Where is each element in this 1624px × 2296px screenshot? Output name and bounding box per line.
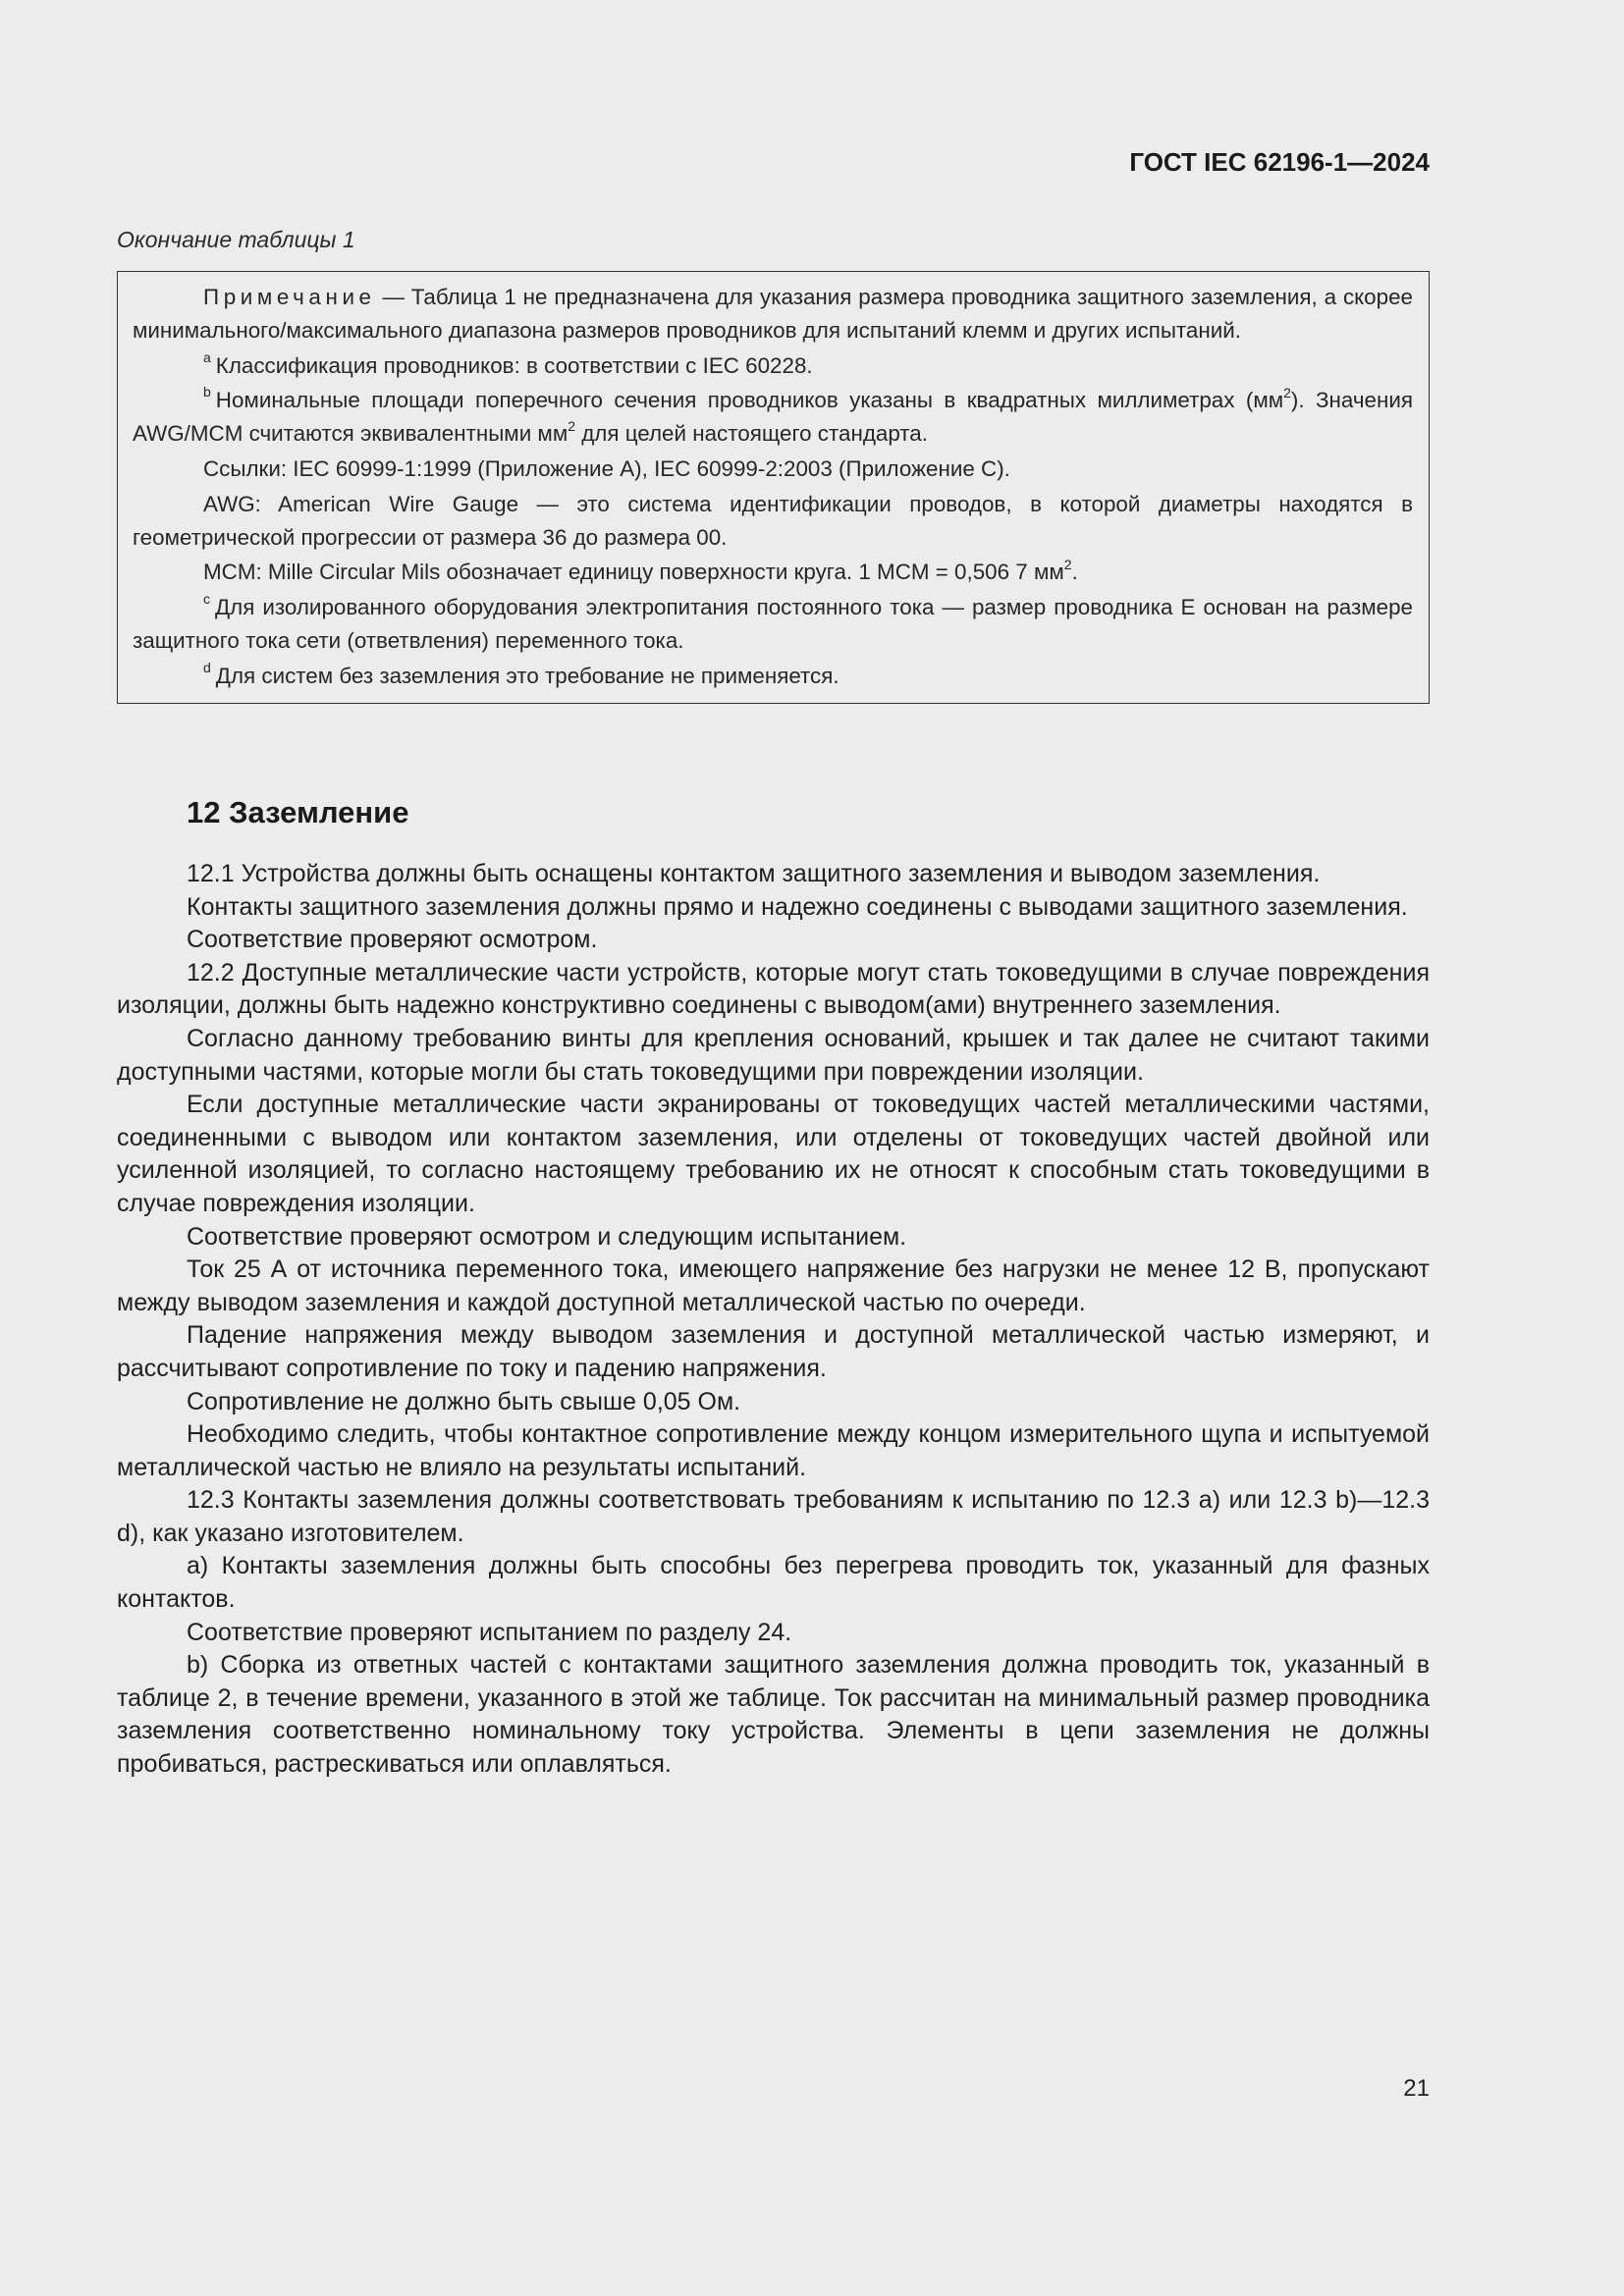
- table-note-box: [117, 271, 1430, 704]
- footnote-c: [133, 591, 1413, 658]
- paragraph: Необходимо следить, чтобы контактное сопротивление между концом измерительного щупа и испытуемой металлической частью не влияло на результаты испытаний.: [117, 1420, 1430, 1481]
- paragraph: Соответствие проверяют осмотром.: [187, 926, 598, 954]
- table-continuation-caption: Окончание таблицы 1: [117, 227, 355, 252]
- footnote-b-sup-2: 2: [568, 418, 576, 435]
- paragraph: 12.2 Доступные металлические части устройств, которые могут стать токоведущими в случае повреждения изоляции, должны быть надежно конструктивно соединены с выводом(ами) внутреннего заземления.: [117, 958, 1430, 1020]
- note-mcm-end: .: [1071, 560, 1078, 585]
- note-paragraph: [133, 281, 1413, 347]
- note-mcm-sup: 2: [1063, 557, 1072, 573]
- footnote-d-text: Для систем без заземления это требование не применяется.: [215, 663, 839, 688]
- document-standard-id: ГОСТ IEC 62196-1—2024: [1129, 147, 1430, 177]
- footnote-b-text-1: Номинальные площади поперечного сечения проводников указаны в квадратных миллиметрах (мм: [215, 388, 1284, 413]
- footnote-c-text: Для изолированного оборудования электропитания постоянного тока — размер проводника E основан на размере защитного тока сети (ответвления) переменного тока.: [133, 595, 1413, 653]
- section-body: [117, 858, 1430, 1782]
- footnote-b: [133, 384, 1413, 451]
- footnote-a: [133, 349, 1413, 383]
- footnote-b-sup-1: 2: [1283, 385, 1291, 401]
- paragraph: Если доступные металлические части экранированы от токоведущих частей металлическими частями, соединенными с выводом или контактом заземления, или отделены от токоведущих частей двойной или усиленной изоляцией, то согласно настоящему требованию их не относят к способным стать токоведущими в случае повреждения изоляции.: [117, 1091, 1430, 1217]
- footnote-a-text: Классификация проводников: в соответствии с IEC 60228.: [215, 352, 813, 378]
- paragraph: Соответствие проверяют испытанием по разделу 24.: [187, 1618, 792, 1646]
- paragraph: Сопротивление не должно быть свыше 0,05 Ом.: [187, 1387, 741, 1415]
- paragraph: a) Контакты заземления должны быть способны без перегрева проводить ток, указанный для фазных контактов.: [117, 1552, 1430, 1614]
- paragraph: 12.3 Контакты заземления должны соответствовать требованиям к испытанию по 12.3 a) или 12.3 b)—12.3 d), как указано изготовителем.: [117, 1486, 1430, 1547]
- section-title: 12 Заземление: [187, 795, 409, 829]
- footnote-c-mark: c: [203, 591, 210, 608]
- note-references: Ссылки: IEC 60999-1:1999 (Приложение A), IEC 60999-2:2003 (Приложение C).: [203, 455, 1010, 481]
- footnote-b-text-2: ). Значения AWG/MCM считаются эквивалентными мм: [133, 388, 1413, 447]
- footnote-b-text-3: для целей настоящего стандарта.: [575, 421, 928, 447]
- footnote-d: [133, 660, 1413, 693]
- note-awg: AWG: American Wire Gauge — это система идентификации проводов, в которой диаметры находятся в геометрической прогрессии от размера 36 до размера 00.: [133, 491, 1413, 550]
- page-number: 21: [1403, 2075, 1430, 2102]
- paragraph: 12.1 Устройства должны быть оснащены контактом защитного заземления и выводом заземления.: [187, 860, 1321, 887]
- paragraph: Ток 25 А от источника переменного тока, имеющего напряжение без нагрузки не менее 12 В, пропускают между выводом заземления и каждой доступной металлической частью по очереди.: [117, 1255, 1430, 1316]
- footnote-b-mark: b: [203, 384, 211, 400]
- note-mcm-text: MCM: Mille Circular Mils обозначает единицу поверхности круга. 1 MCM = 0,506 7 мм: [203, 560, 1064, 585]
- note-label: Примечание: [203, 285, 376, 309]
- note-mcm: [133, 556, 1413, 589]
- paragraph: b) Сборка из ответных частей с контактами защитного заземления должна проводить ток, указанный в таблице 2, в течение времени, указанного в этой же таблице. Ток рассчитан на минимальный размер проводника заземления соответственно номинальному току устройства. Элементы в цепи заземления не должны пробиваться, растрескиваться или оплавляться.: [117, 1651, 1430, 1779]
- paragraph: Согласно данному требованию винты для крепления оснований, крышек и так далее не считают такими доступными частями, которые могли бы стать токоведущими при повреждении изоляции.: [117, 1024, 1430, 1086]
- paragraph: Контакты защитного заземления должны прямо и надежно соединены с выводами защитного заземления.: [187, 892, 1408, 921]
- footnote-d-mark: d: [203, 659, 211, 675]
- footnote-a-mark: a: [203, 348, 211, 365]
- note-text: — Таблица 1 не предназначена для указания размера проводника защитного заземления, а скорее минимального/максимального диапазона размеров проводников для испытаний клемм и других испытаний.: [133, 285, 1413, 343]
- paragraph: Соответствие проверяют осмотром и следующим испытанием.: [187, 1222, 907, 1251]
- paragraph: Падение напряжения между выводом заземления и доступной металлической частью измеряют, и рассчитывают сопротивление по току и падению напряжения.: [117, 1321, 1430, 1382]
